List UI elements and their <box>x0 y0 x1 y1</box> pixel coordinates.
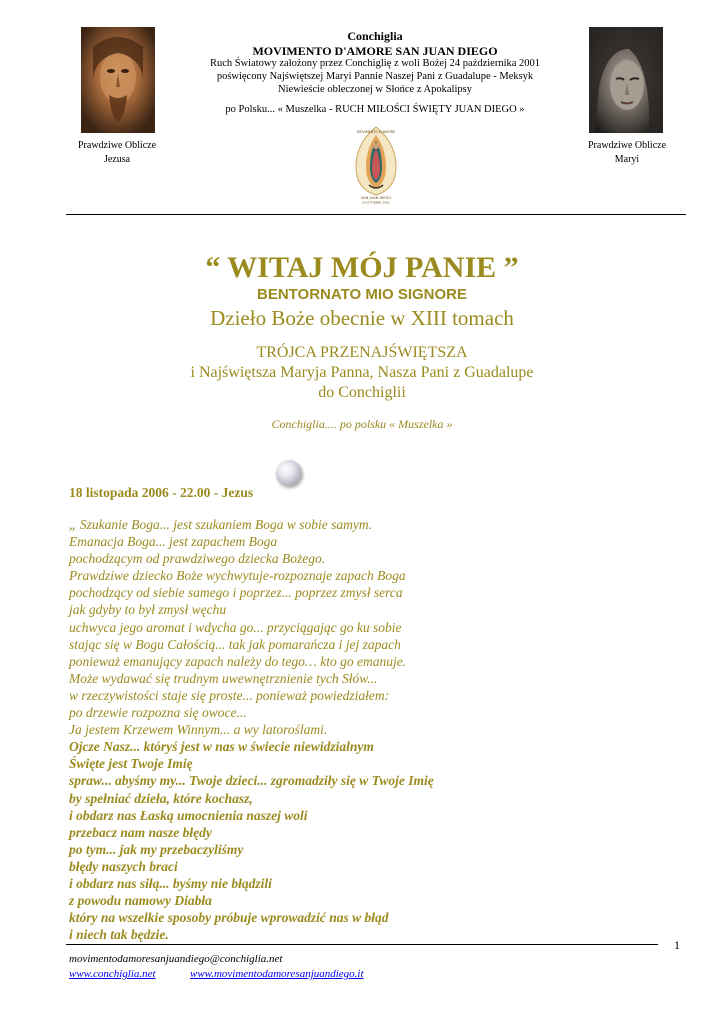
message-line: pochodzącym od prawdziwego dziecka Bożego. <box>69 551 326 567</box>
conchiglia-polish: Conchiglia.... po polsku « Muszelka » <box>271 417 453 431</box>
header-polish-note: po Polsku... « Muszelka - RUCH MIŁOŚCI ŚWIĘTY JUAN DIEGO » <box>225 104 525 115</box>
italian-subtitle: BENTORNATO MIO SIGNORE <box>256 286 467 303</box>
footer-email: movimentodamoresanjuandiego@conchiglia.net <box>69 953 283 965</box>
footer-link-movimento[interactable]: www.movimentodamoresanjuandiego.it <box>190 968 364 980</box>
message-line: który na wszelkie sposoby próbuje wprowadzić nas w błąd <box>69 910 389 926</box>
svg-text:SAN JUAN DIEGO: SAN JUAN DIEGO <box>360 196 392 200</box>
header-line-3: Niewieście obleczonej w Słońce z Apokalipsy <box>278 84 472 95</box>
work-volumes: Dzieło Boże obecnie w XIII tomach <box>210 306 514 330</box>
message-line: uchwyca jego aromat i wdycha go... przyciągając go ku sobie <box>69 619 402 635</box>
message-line: stając się w Bogu Całością... tak jak pomarańcza i jej zapach <box>69 636 401 652</box>
footer-link-conchiglia[interactable]: www.conchiglia.net <box>69 968 156 980</box>
org-name: Conchiglia <box>347 29 403 43</box>
message-line: Emanacja Boga... jest zapachem Boga <box>69 534 278 550</box>
movement-name: MOVIMENTO D'AMORE SAN JUAN DIEGO <box>252 44 498 58</box>
message-line: Ja jestem Krzewem Winnym... a wy latoroślami. <box>69 722 328 738</box>
message-line: Ojcze Nasz... któryś jest w nas w świecie niewidzialnym <box>69 739 374 755</box>
message-line: i niech tak będzie. <box>69 927 169 943</box>
message-line: po drzewie rozpozna się owoce... <box>69 705 247 721</box>
header-line-2: poświęcony Najświętszej Maryi Pannie Naszej Pani z Guadalupe - Meksyk <box>216 71 534 82</box>
header-line-1: Ruch Światowy założony przez Conchiglię z woli Bożej 24 października 2001 <box>209 58 541 69</box>
message-line: pochodzący od siebie samego i poprzez... poprzez zmysł serca <box>69 585 403 601</box>
pearl-icon <box>276 460 302 486</box>
message-line: Prawdziwe dziecko Boże wychwytuje-rozpoznaje zapach Boga <box>69 568 406 584</box>
message-body <box>69 516 659 943</box>
mary-caption: Prawdziwe Oblicze Maryi <box>587 140 667 165</box>
movement-logo <box>352 125 400 205</box>
jesus-portrait-image <box>81 27 155 133</box>
message-line: Święte jest Twoje Imię <box>69 756 193 772</box>
page-title: “ WITAJ MÓJ PANIE ” <box>205 251 519 284</box>
jesus-caption: Prawdziwe Oblicze Jezusa <box>77 140 157 165</box>
to-conchiglia: do Conchiglii <box>318 384 406 401</box>
message-date: 18 listopada 2006 - 22.00 - Jezus <box>69 485 254 500</box>
message-line: w rzeczywistości staje się proste... ponieważ powiedziałem: <box>69 687 390 703</box>
message-line: po tym... jak my przebaczyliśmy <box>69 841 244 857</box>
mary-portrait-image <box>589 27 663 133</box>
header-divider <box>66 214 686 215</box>
message-line: spraw... abyśmy my... Twoje dzieci... zgromadziły się w Twoje Imię <box>69 773 434 789</box>
footer-divider <box>66 944 658 945</box>
message-line: przebacz nam nasze błędy <box>69 824 212 840</box>
mary-heading: i Najświętsza Maryja Panna, Nasza Pani z Guadalupe <box>190 364 534 381</box>
message-line: „ Szukanie Boga... jest szukaniem Boga w sobie samym. <box>69 517 372 532</box>
message-line: by spełniać dzieła, które kochasz, <box>69 790 253 806</box>
message-line: jak gdyby to był zmysł węchu <box>69 602 227 618</box>
message-line: ponieważ emanujący zapach należy do tego… kto go emanuje. <box>69 653 407 669</box>
message-line: błędy naszych braci <box>69 858 178 874</box>
svg-text:MOVIMENTO D'AMORE: MOVIMENTO D'AMORE <box>356 130 396 134</box>
message-line: Może wydawać się trudnym uwewnętrznienie tych Słów... <box>69 670 378 686</box>
page-number: 1 <box>674 938 680 952</box>
message-line: i obdarz nas siłą... byśmy nie błądzili <box>69 875 272 891</box>
svg-text:24 OTTOBRE 2001: 24 OTTOBRE 2001 <box>362 200 390 205</box>
message-line: z powodu namowy Diabła <box>69 893 212 909</box>
message-line: i obdarz nas Łaską umocnienia naszej woli <box>69 807 308 823</box>
trinity-heading: TRÓJCA PRZENAJŚWIĘTSZA <box>256 344 468 361</box>
